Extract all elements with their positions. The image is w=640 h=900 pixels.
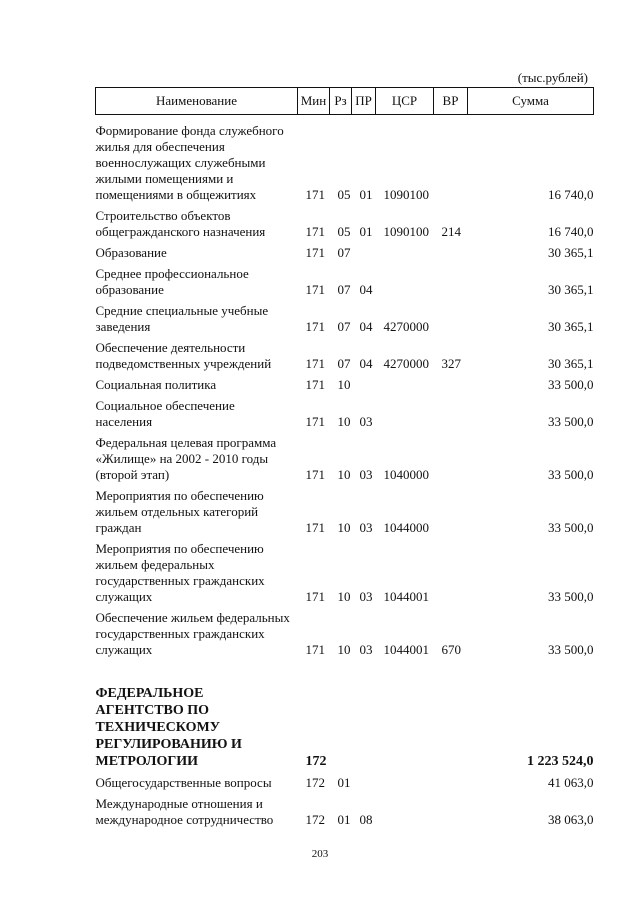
row-sum: 33 500,0 [548, 589, 594, 604]
row-name: Социальное обеспечение населения [95, 398, 235, 429]
row-vr [434, 775, 468, 791]
row-name: Строительство объектов общегражданского назначения [95, 208, 266, 239]
row-pr: 03 [359, 642, 373, 657]
table-row [96, 115, 594, 204]
row-sum: 38 063,0 [548, 812, 594, 827]
row-sum: 33 500,0 [548, 377, 594, 392]
row-csr: 1044000 [383, 520, 429, 535]
row-csr [376, 796, 434, 828]
row-min: 171 [305, 589, 325, 604]
header-min: Мин [298, 88, 330, 115]
row-name: Образование [95, 245, 167, 260]
row-vr [434, 245, 468, 261]
table-body [96, 115, 594, 834]
row-name: Мероприятия по обеспечению жильем отдельных категорий граждан [95, 488, 264, 535]
row-vr [434, 398, 468, 430]
row-vr [434, 115, 468, 204]
row-min: 171 [305, 642, 325, 657]
table-row [96, 208, 594, 240]
row-pr: 04 [359, 282, 373, 297]
page-number: 203 [311, 848, 329, 860]
row-csr [376, 245, 434, 261]
row-pr [352, 245, 376, 261]
row-pr: 04 [359, 356, 373, 371]
row-sum: 30 365,1 [548, 319, 594, 334]
row-vr [434, 377, 468, 393]
row-name: Мероприятия по обеспечению жильем федеральных государственных гражданских служащих [95, 541, 265, 604]
agency-sum: 1 223 524,0 [527, 754, 594, 769]
row-csr: 1040000 [383, 467, 429, 482]
row-rz: 10 [337, 589, 351, 604]
budget-table [95, 87, 594, 833]
table-row [96, 303, 594, 335]
row-csr: 1044001 [383, 589, 429, 604]
row-pr: 01 [359, 187, 373, 202]
row-sum: 33 500,0 [548, 467, 594, 482]
agency-min: 172 [305, 754, 327, 769]
row-name: Обеспечение деятельности подведомственных учреждений [95, 340, 272, 371]
row-vr: 214 [441, 224, 461, 239]
row-rz: 01 [337, 812, 351, 827]
row-rz: 10 [337, 377, 351, 392]
row-sum: 41 063,0 [548, 775, 594, 790]
row-vr [434, 541, 468, 605]
table-row [96, 266, 594, 298]
table-row [96, 488, 594, 536]
row-pr [352, 775, 376, 791]
table-row [96, 245, 594, 261]
table-header-row [96, 88, 594, 115]
row-name: Общегосударственные вопросы [95, 775, 272, 790]
header-rz: Рз [330, 88, 352, 115]
units-label: (тыс.рублей) [517, 70, 588, 85]
row-min: 171 [305, 414, 325, 429]
row-sum: 30 365,1 [548, 282, 594, 297]
row-csr [376, 398, 434, 430]
row-vr: 670 [441, 642, 461, 657]
row-vr [434, 488, 468, 536]
row-sum: 16 740,0 [548, 187, 594, 202]
row-csr [376, 775, 434, 791]
table-row [96, 340, 594, 372]
row-pr: 08 [359, 812, 373, 827]
table-row [96, 377, 594, 393]
row-rz: 01 [337, 775, 351, 790]
row-name: Международные отношения и международное сотрудничество [95, 796, 274, 827]
row-sum: 33 500,0 [548, 642, 594, 657]
header-vr: ВР [434, 88, 468, 115]
row-rz: 10 [337, 414, 351, 429]
row-pr [352, 377, 376, 393]
row-rz: 10 [337, 520, 351, 535]
row-min: 172 [305, 775, 325, 790]
row-rz: 05 [337, 187, 351, 202]
row-csr [376, 377, 434, 393]
table-row [96, 398, 594, 430]
row-sum: 33 500,0 [548, 414, 594, 429]
row-vr [434, 303, 468, 335]
row-gap [96, 828, 594, 833]
table-row [96, 541, 594, 605]
row-rz: 07 [337, 245, 351, 260]
header-sum: Сумма [468, 88, 594, 115]
row-name: Средние специальные учебные заведения [95, 303, 269, 334]
row-min: 171 [305, 224, 325, 239]
section-spacer [96, 663, 594, 685]
row-csr: 4270000 [383, 319, 429, 334]
agency-row [96, 685, 594, 770]
row-name: Социальная политика [95, 377, 217, 392]
row-csr: 1090100 [383, 187, 429, 202]
row-vr [434, 796, 468, 828]
row-sum: 33 500,0 [548, 520, 594, 535]
row-pr: 01 [359, 224, 373, 239]
row-sum: 16 740,0 [548, 224, 594, 239]
row-min: 171 [305, 356, 325, 371]
row-vr: 327 [441, 356, 461, 371]
header-csr: ЦСР [376, 88, 434, 115]
row-name: Формирование фонда служебного жилья для обеспечения военнослужащих служебными жилыми помещениями и помещениями в общежитиях [95, 123, 284, 202]
row-name: Среднее профессиональное образование [95, 266, 249, 297]
table-row [96, 796, 594, 828]
table-row [96, 435, 594, 483]
row-rz: 05 [337, 224, 351, 239]
header-pr: ПР [352, 88, 376, 115]
row-min: 171 [305, 187, 325, 202]
row-rz: 07 [337, 356, 351, 371]
agency-name: ФЕДЕРАЛЬНОЕ АГЕНТСТВО ПО ТЕХНИЧЕСКОМУ РЕГУЛИРОВАНИЮ И МЕТРОЛОГИИ [95, 686, 242, 769]
table-row [96, 775, 594, 791]
row-min: 172 [305, 812, 325, 827]
row-rz: 07 [337, 282, 351, 297]
row-min: 171 [305, 282, 325, 297]
row-min: 171 [305, 467, 325, 482]
header-name: Наименование [96, 88, 298, 115]
row-csr: 1044001 [383, 642, 429, 657]
row-min: 171 [305, 377, 325, 392]
row-pr: 03 [359, 589, 373, 604]
row-sum: 30 365,1 [548, 245, 594, 260]
row-rz: 10 [337, 642, 351, 657]
row-name: Обеспечение жильем федеральных государственных гражданских служащих [95, 610, 290, 657]
row-rz: 10 [337, 467, 351, 482]
row-pr: 03 [359, 467, 373, 482]
row-min: 171 [305, 245, 325, 260]
row-rz: 07 [337, 319, 351, 334]
row-pr: 03 [359, 520, 373, 535]
row-csr [376, 266, 434, 298]
row-vr [434, 266, 468, 298]
row-csr: 1090100 [383, 224, 429, 239]
row-vr [434, 435, 468, 483]
row-min: 171 [305, 319, 325, 334]
row-pr: 03 [359, 414, 373, 429]
row-min: 171 [305, 520, 325, 535]
table-row [96, 610, 594, 658]
row-sum: 30 365,1 [548, 356, 594, 371]
row-csr: 4270000 [383, 356, 429, 371]
row-pr: 04 [359, 319, 373, 334]
row-name: Федеральная целевая программа «Жилище» на 2002 - 2010 годы (второй этап) [95, 435, 277, 482]
